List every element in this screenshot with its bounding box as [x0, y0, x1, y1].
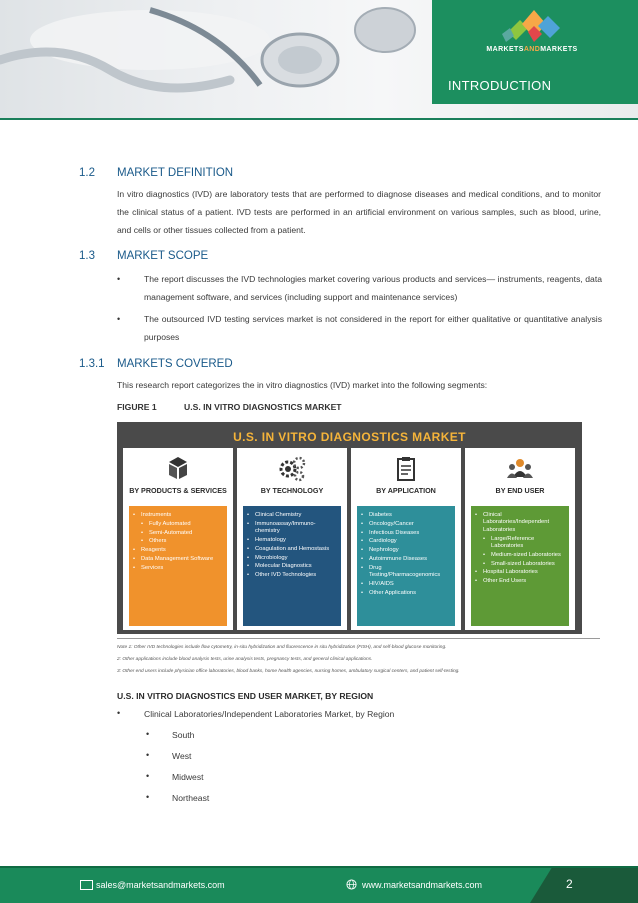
footer-email-link[interactable]: sales@marketsandmarkets.com — [96, 880, 225, 890]
section-number: 1.3.1 — [79, 358, 105, 370]
bullet-icon: • — [117, 708, 121, 718]
segment-item: • Hospital Laboratories — [475, 569, 565, 576]
segment-item: • Reagents — [133, 547, 223, 554]
bullet-icon: • — [146, 771, 150, 781]
segment-heading: BY TECHNOLOGY — [260, 486, 324, 495]
scope-bullet: The outsourced IVD testing services market is not considered in the report for either qualitative or quantitative analysis purposes — [144, 314, 602, 342]
figure-label: FIGURE 1 — [117, 402, 157, 412]
bullet-icon: • — [146, 750, 150, 760]
segment-column-products — [123, 448, 233, 630]
segment-subitem: • Large/Reference Laboratories — [475, 536, 565, 551]
definition-paragraph: In vitro diagnostics (IVD) are laboratory tests that are performed to diagnose diseases and medical conditions, and to monitor the clinical status of a patient. IVD tests are performed in an artificial environment on various samples, such as blood, urine, and cells or other tissues collected from a patient. — [117, 189, 601, 235]
segment-item: • Drug Testing/Pharmacogenomics — [361, 565, 451, 580]
figure-note: Note 1: Other IVD technologies include flow cytometry, in-situ hybridization and fluorescence in situ hybridization (FISH), and self-blood glucose monitoring. — [117, 645, 447, 650]
end-user-region-heading: U.S. IN VITRO DIAGNOSTICS END USER MARKET, BY REGION — [117, 691, 374, 701]
segment-column-technology — [237, 448, 347, 630]
segment-heading: BY PRODUCTS & SERVICES — [129, 486, 227, 495]
section-number: 1.2 — [79, 167, 95, 179]
segment-list-box — [243, 506, 341, 626]
header-divider — [0, 118, 638, 120]
segment-column-end-user — [465, 448, 575, 630]
mail-icon — [80, 880, 93, 890]
bullet-icon: • — [117, 274, 121, 284]
markets-covered-paragraph: This research report categorizes the in vitro diagnostics (IVD) market into the following segments: — [117, 380, 488, 390]
figure-title: U.S. IN VITRO DIAGNOSTICS MARKET — [233, 430, 466, 444]
segment-item: • Infectious Diseases — [361, 530, 451, 537]
segment-item: • Nephrology — [361, 547, 451, 554]
region-item: Northeast — [172, 793, 210, 803]
segment-item: • Autoimmune Diseases — [361, 556, 451, 563]
segment-item: • Clinical Chemistry — [247, 512, 337, 519]
users-icon — [505, 455, 535, 483]
bullet-icon: • — [146, 729, 150, 739]
stethoscope-image — [0, 0, 432, 118]
region-list-title: Clinical Laboratories/Independent Laboratories Market, by Region — [144, 709, 395, 719]
brand-name: MARKETSANDMARKETS — [486, 46, 578, 53]
segment-item: • Microbiology — [247, 555, 337, 562]
segment-item: • Other Applications — [361, 590, 451, 597]
segment-heading: BY APPLICATION — [376, 486, 436, 495]
segment-list-box — [129, 506, 227, 626]
section-title: MARKETS COVERED — [117, 358, 233, 370]
segment-item: • Immunoassay/Immuno-chemistry — [247, 521, 337, 536]
clipboard-icon — [391, 455, 421, 483]
bullet-icon: • — [117, 314, 121, 324]
section-title: MARKET DEFINITION — [117, 167, 234, 179]
segment-list-box — [471, 506, 569, 626]
section-title: MARKET SCOPE — [117, 250, 209, 262]
scope-bullet: The report discusses the IVD technologies market covering various products and services— instruments, reagents, data management software, and services (including support and maintenance services) — [144, 274, 602, 302]
figure-caption: U.S. IN VITRO DIAGNOSTICS MARKET — [184, 402, 342, 412]
region-item: South — [172, 730, 195, 740]
figure-note: 3: Other end users include physician office laboratories, blood banks, home health agencies, nursing homes, ambulatory surgical centers, and patient self-testing. — [117, 669, 460, 674]
segment-heading: BY END USER — [495, 486, 545, 495]
segment-subitem: • Small-sized Laboratories — [475, 561, 565, 568]
figure-rule — [117, 638, 600, 639]
segment-item: • HIV/AIDS — [361, 581, 451, 588]
segment-subitem: • Semi-Automated — [133, 530, 223, 537]
page-number: 2 — [566, 877, 573, 891]
segment-item: • Services — [133, 565, 223, 572]
segment-column-application — [351, 448, 461, 630]
segment-list-box — [357, 506, 455, 626]
segment-item: • Clinical Laboratories/Independent Laboratories — [475, 512, 565, 534]
region-item: Midwest — [172, 772, 204, 782]
segment-item: • Diabetes — [361, 512, 451, 519]
segment-item: • Cardiology — [361, 538, 451, 545]
gears-icon — [277, 455, 307, 483]
segment-subitem: • Others — [133, 538, 223, 545]
bullet-icon: • — [146, 792, 150, 802]
figure-note: 2: Other applications include blood analysis tests, urine analysis tests, pregnancy tests, and general clinical applications. — [117, 657, 373, 662]
segment-item: • Other IVD Technologies — [247, 572, 337, 579]
segment-item: • Molecular Diagnostics — [247, 563, 337, 570]
segment-item: • Other End Users — [475, 578, 565, 585]
segment-item: • Instruments — [133, 512, 223, 519]
header-banner — [0, 0, 638, 118]
segment-subitem: • Medium-sized Laboratories — [475, 552, 565, 559]
section-number: 1.3 — [79, 250, 95, 262]
segment-subitem: • Fully Automated — [133, 521, 223, 528]
region-item: West — [172, 751, 192, 761]
boxes-icon — [163, 455, 193, 483]
chapter-title: INTRODUCTION — [448, 78, 552, 93]
brand-logo-icon — [498, 4, 570, 44]
segment-item: • Hematology — [247, 537, 337, 544]
globe-icon — [346, 879, 357, 890]
segment-item: • Oncology/Cancer — [361, 521, 451, 528]
footer-website-link[interactable]: www.marketsandmarkets.com — [362, 880, 483, 890]
segment-item: • Data Management Software — [133, 556, 223, 563]
segment-item: • Coagulation and Hemostasis — [247, 546, 337, 553]
market-segmentation-figure — [117, 422, 582, 634]
